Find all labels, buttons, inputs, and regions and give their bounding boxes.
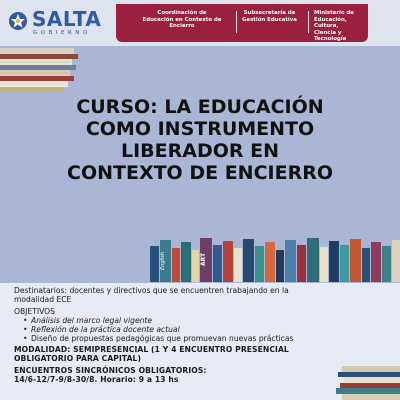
divider xyxy=(236,11,237,33)
org-ministerio: Ministerio de Educación, Cultura, Ciencia y Tecnología xyxy=(314,10,354,42)
title-line: CURSO: LA EDUCACIÓN xyxy=(76,96,324,118)
objetivos-heading: OBJETIVOS xyxy=(14,306,55,316)
encuentros-heading: ENCUENTROS SINCRÓNICOS OBLIGATORIOS: xyxy=(14,366,207,376)
shelf-book-label: English xyxy=(160,251,166,270)
sun-star-icon xyxy=(8,11,28,31)
org-coordinacion: Coordinación de Educación en Contexto de Encierro xyxy=(142,10,222,29)
objetivo-item: • Reflexión de la práctica docente actual xyxy=(23,326,396,335)
modalidad-line: OBLIGATORIO PARA CAPITAL) xyxy=(14,354,142,364)
shelf-book-label: ART xyxy=(200,252,207,266)
org-subsecretaria: Subsecretaría de Gestión Educativa xyxy=(242,10,297,23)
modalidad-line: MODALIDAD: SEMIPRESENCIAL (1 Y 4 ENCUENTRO PRESENCIAL xyxy=(14,345,289,355)
title-line: COMO INSTRUMENTO xyxy=(85,118,315,140)
objetivo-item: • Diseño de propuestas pedagógicas que promuevan nuevas prácticas xyxy=(23,335,396,344)
book-stack-illustration xyxy=(0,46,84,96)
destinatarios-line: modalidad ECE xyxy=(14,294,72,304)
objetivo-item: • Análisis del marco legal vigente xyxy=(23,317,396,326)
divider xyxy=(308,11,309,33)
salta-logo xyxy=(8,8,128,38)
organizations-bar xyxy=(116,4,368,42)
bookshelf-illustration xyxy=(150,236,400,282)
header xyxy=(0,0,400,46)
book-stack-illustration xyxy=(336,364,400,400)
brand-name: SALTA xyxy=(32,7,102,31)
brand-sub: GOBIERNO xyxy=(33,30,91,36)
title-line: LIBERADOR EN xyxy=(120,140,280,162)
encuentros-dates: 14/6-12/7-9/8-30/8. Horario: 9 a 13 hs xyxy=(14,375,179,385)
destinatarios-line: Destinatarios: docentes y directivos que se encuentren trabajando en la xyxy=(14,286,289,295)
course-title xyxy=(0,96,400,184)
objetivos-list xyxy=(14,317,396,344)
title-line: CONTEXTO DE ENCIERRO xyxy=(67,162,333,184)
